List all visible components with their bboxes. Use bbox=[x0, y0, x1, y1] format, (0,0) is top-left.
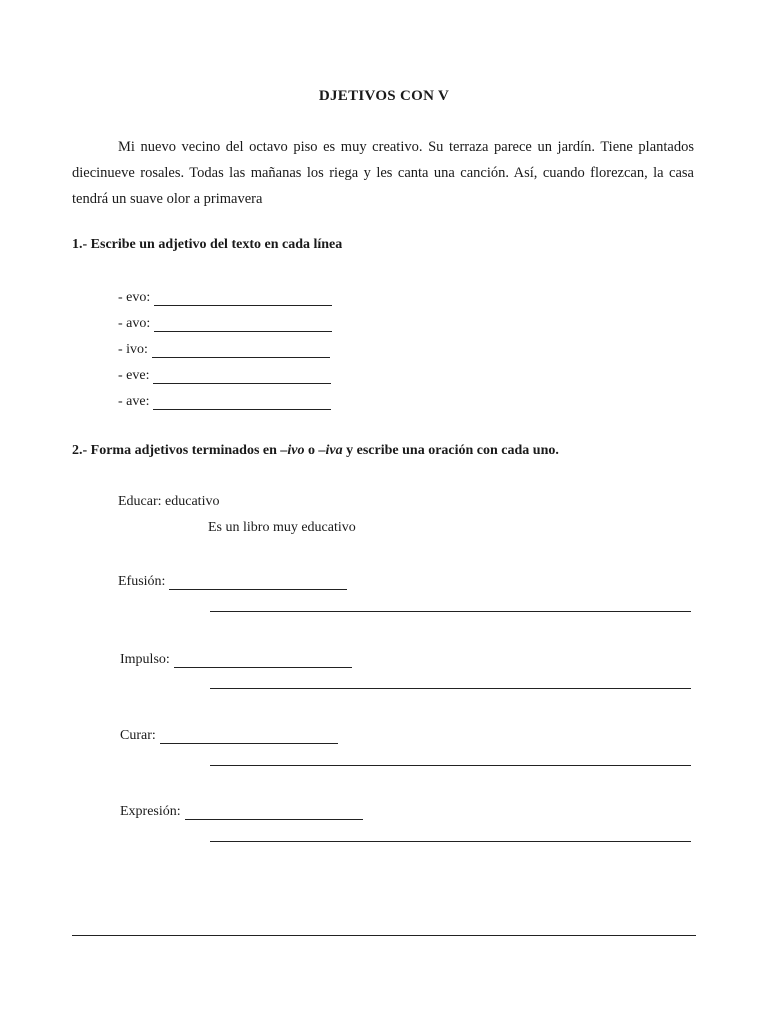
answer-line[interactable] bbox=[153, 369, 331, 384]
word-curar[interactable] bbox=[120, 724, 338, 744]
blank-ivo[interactable] bbox=[118, 338, 330, 358]
adjective-line[interactable] bbox=[174, 653, 352, 668]
heading-ivo: –ivo bbox=[280, 443, 305, 458]
blank-ave[interactable] bbox=[118, 390, 331, 410]
answer-line[interactable] bbox=[153, 395, 331, 410]
word-label: Expresión: bbox=[120, 804, 181, 819]
blank-label: - avo: bbox=[118, 316, 151, 331]
blank-label: - ivo: bbox=[118, 342, 148, 357]
sentence-line-impulso[interactable] bbox=[210, 688, 691, 689]
word-expresion[interactable] bbox=[120, 800, 363, 820]
blank-evo[interactable] bbox=[118, 286, 332, 306]
heading-o: o bbox=[304, 443, 319, 458]
word-label: Impulso: bbox=[120, 652, 170, 667]
word-impulso[interactable] bbox=[120, 648, 352, 668]
adjective-line[interactable] bbox=[169, 575, 347, 590]
footer-rule bbox=[72, 935, 696, 936]
answer-line[interactable] bbox=[154, 291, 332, 306]
example-sentence: Es un libro muy educativo bbox=[208, 520, 356, 535]
heading-iva: –iva bbox=[318, 443, 343, 458]
example-word: Educar: educativo bbox=[118, 494, 220, 509]
adjective-line[interactable] bbox=[160, 729, 338, 744]
sentence-line-curar[interactable] bbox=[210, 765, 691, 766]
blank-label: - ave: bbox=[118, 394, 150, 409]
blank-eve[interactable] bbox=[118, 364, 331, 384]
word-label: Curar: bbox=[120, 728, 156, 743]
blank-label: - evo: bbox=[118, 290, 151, 305]
blank-avo[interactable] bbox=[118, 312, 332, 332]
exercise-2-heading bbox=[72, 443, 559, 459]
worksheet-title: DJETIVOS CON V bbox=[318, 88, 450, 104]
word-efusion[interactable] bbox=[118, 570, 347, 590]
sentence-line-efusion[interactable] bbox=[210, 611, 691, 612]
answer-line[interactable] bbox=[154, 317, 332, 332]
answer-line[interactable] bbox=[152, 343, 330, 358]
heading-suffix: y escribe una oración con cada uno. bbox=[342, 443, 559, 458]
exercise-1-heading: 1.- Escribe un adjetivo del texto en cada línea bbox=[72, 237, 343, 252]
adjective-line[interactable] bbox=[185, 805, 363, 820]
reading-paragraph bbox=[72, 134, 694, 212]
word-label: Efusión: bbox=[118, 574, 166, 589]
sentence-line-expresion[interactable] bbox=[210, 841, 691, 842]
paragraph-text: Mi nuevo vecino del octavo piso es muy creativo. Su terraza parece un jardín. Tiene plantados diecinueve rosales. Todas las mañanas los riega y les canta una canción. Así, cuando florezcan, la casa tendrá un suave olor a primavera bbox=[72, 139, 694, 207]
blank-label: - eve: bbox=[118, 368, 150, 383]
heading-prefix: 2.- Forma adjetivos terminados en bbox=[72, 443, 281, 458]
